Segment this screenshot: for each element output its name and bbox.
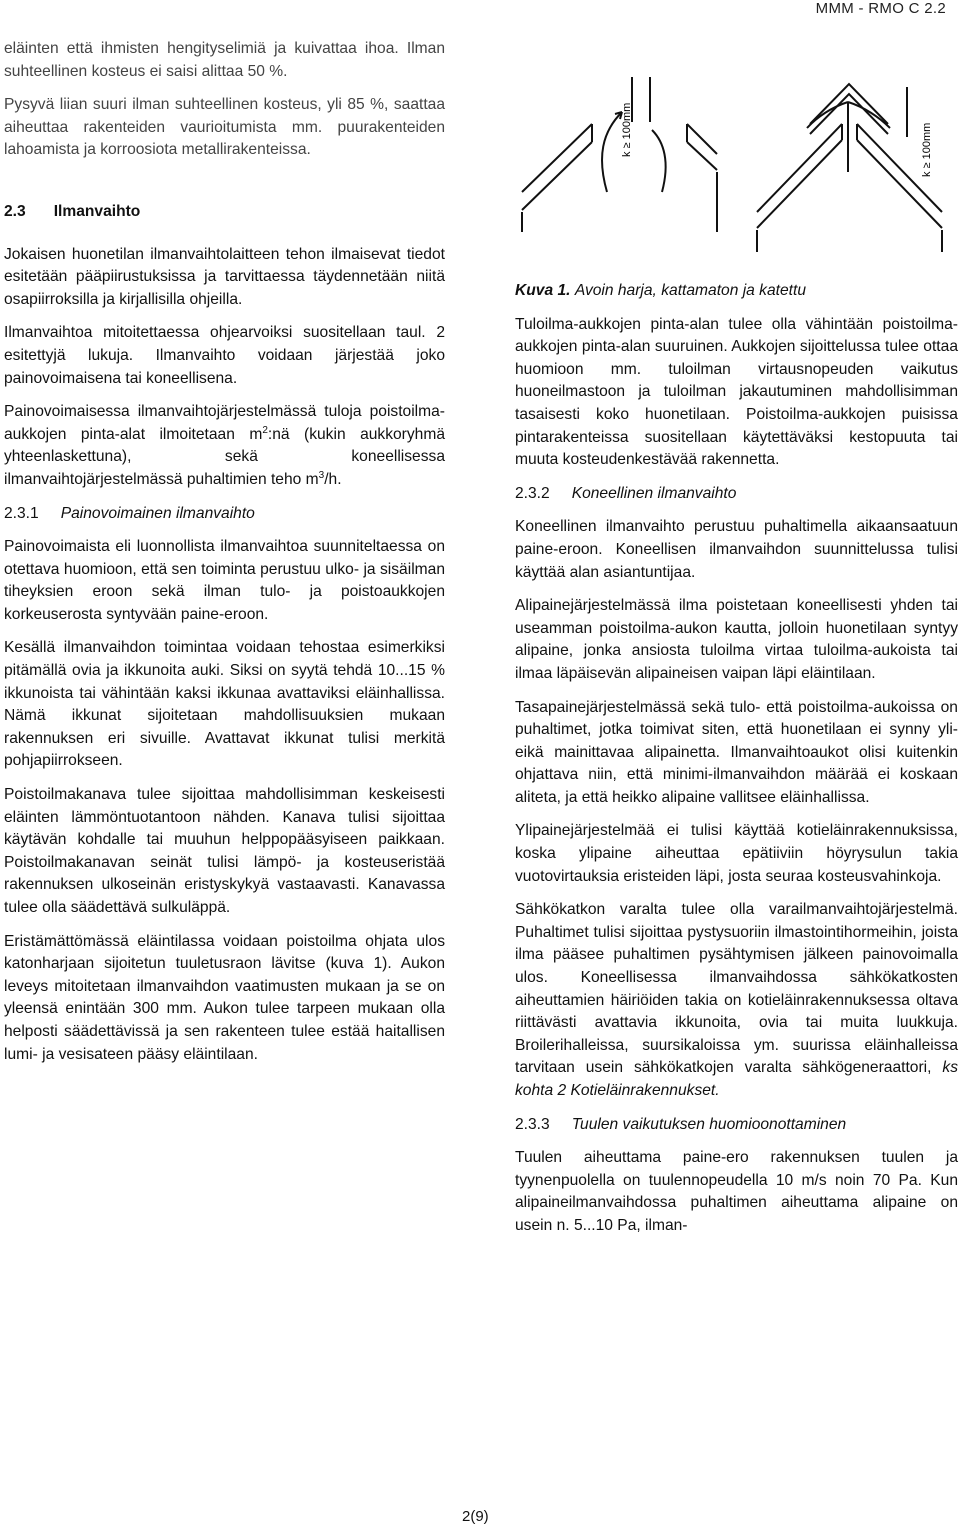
airflow-arrow [652, 130, 666, 192]
subsection-heading-tuuli [515, 1114, 958, 1137]
paragraph-units: Painovoimaisessa ilmanvaihtojärjestelmässä tuloja poistoilma-aukkojen pinta-alat ilmoitetaan $m^2:nä$ (kukin aukkoryhmä yhteenlaskettuna), sekä koneellisessa ilmanvaihtojärjestelmässä puhaltimien teho $m^3/h$. [4, 403, 446, 488]
paragraph: Koneellinen ilmanvaihto perustuu puhaltimella aikaansaatuun paine-eroon. Koneellisen ilmanvaihdon suunnittelussa tulisi käyttää alan asiantuntijaa. [515, 518, 958, 581]
roof-slope-left-a [522, 124, 592, 192]
dimension-label-right: k ≥ 100mm [921, 122, 933, 177]
humidity-paragraph: Pysyvä liian suuri ilman suhteellinen kosteus, yli 85 %, saattaa aiheuttaa rakenteiden vaurioitumista mm. puurakenteiden lahoamista ja korroosiota metallirakenteissa. [4, 96, 445, 159]
paragraph: Ilmanvaihtoa mitoitettaessa ohjearvoiksi suositellaan taul. 2 esitettyjä lukuja. Ilmanvaihto voidaan järjestää joko painovoimaisena tai koneellisena. [4, 324, 445, 387]
paragraph: Tuulen aiheuttama paine-ero rakennuksen tuulen ja tyynenpuolella on tuulennopeudella 10 m/s noin 70 Pa. Kun alipaineilmanvaihdossa puhaltimen aiheuttama alipaine on usein n. 5...10 Pa, ilman- [515, 1149, 958, 1234]
roof-slope-left-a-inner [522, 142, 592, 210]
section-number: 2.3 [4, 202, 26, 220]
paragraph: Ylipainejärjestelmää ei tulisi käyttää kotieläinrakennuksissa, koska ylipaine aiheuttaa epätiiviin höyrysulun takia vuotovirtauksia eristeiden läpi, josta seuraa kosteusvahinkoja. [515, 822, 958, 885]
subsection-heading-painovoimainen [4, 503, 445, 526]
document-code: MMM - RMO C 2.2 [815, 0, 946, 17]
paragraph: Alipainejärjestelmässä ilma poistetaan koneellisesti yhden tai useamman poistoilma-aukon kautta, jolloin huonetilaan syntyy alipaine, jonka ansiosta tuloilma virtaa tuloilma-aukoista tai ilmaa läpäisevän alipaineisen vaipan läpi eläintilaan. [515, 597, 958, 682]
section-title: Ilmanvaihto [53, 202, 141, 220]
roof-slope-left-b-inner [687, 142, 717, 170]
roof-ridge-diagram [512, 62, 952, 267]
section-heading-ilmanvaihto [4, 201, 445, 224]
paragraph: Jokaisen huonetilan ilmanvaihtolaitteen tehon ilmaisevat tiedot esitetään pääpiirustuksissa ja tarvittaessa täydennetään niitä osapiirroksilla ja kirjallisilla ohjeilla. [4, 245, 445, 308]
intro-paragraph: eläinten että ihmisten hengityselimiä ja kuivattaa ihoa. Ilman suhteellinen kosteus ei saisi alittaa 50 %. [4, 40, 445, 80]
dimension-label-left: k ≥ 100mm [621, 102, 633, 157]
subsection-number: 2.3.3 [515, 1115, 550, 1133]
left-column [4, 38, 445, 1077]
roof-slope-right-a [757, 124, 842, 212]
page-number: 2(9) [462, 1508, 489, 1525]
roof-slope-right-a-inner [757, 140, 842, 228]
paragraph: Tasapainejärjestelmässä sekä tulo- että poistoilma-aukoissa on puhaltimet, jotka toimivat siten, että huonetilaan ei synny yli- eikä mainittavaa alipainetta. Ilmanvaihtoaukot olisi kuitenkin ohjattava niin, että minimi-ilmanvaihdon määrää ei koskaan aliteta, ja että heikko alipaine vallitsee eläinhallissa. [515, 698, 958, 806]
subsection-heading-koneellinen [515, 483, 958, 506]
figure-caption [515, 280, 958, 303]
airflow-arrow [602, 112, 622, 192]
roof-slope-left-b [687, 124, 717, 154]
caption-text: Avoin harja, kattamaton ja katettu [574, 282, 806, 299]
right-column [515, 280, 958, 1249]
paragraph: Sähkökatkon varalta tulee olla varailmanvaihtojärjestelmä. Puhaltimet tulisi sijoittaa pystysuoriin ilmastointihormeihin, joista ilma pääsee puhaltimen pysähtymisen jälkeen painovoimalla ulos. Koneellisessa ilmanvaihdossa sähkökatkosten aiheuttamien häiriöiden takia on kotieläinrakennuksessa oltava riittävästi avattavia ikkunoita, ovia tai muita luukkuja. Broilerihalleissa, suursikaloissa ym. suurissa eläinhalleissa tarvitaan usein sähkökatkojen varalta sähkögeneraattori, ks kohta 2 Kotieläinrakennukset. [515, 901, 958, 1099]
caption-label: Kuva 1. [515, 282, 571, 299]
subsection-number: 2.3.2 [515, 484, 550, 502]
paragraph: Poistoilmakanava tulee sijoittaa mahdollisimman keskeisesti eläinten lämmöntuotantoon nähden. Kanava tulisi sijoittaa käytävän kohdalle tai muuhun helppopääsyiseen paikkaan. Poistoilmakanavan seinät tulisi lämpö- ja kosteuseristää rakennuksen ulkoseinän eristyskykyä vastaavasti. Kanavassa tulee olla säädettävä sulkuläppä. [4, 786, 445, 916]
paragraph: Tuloilma-aukkojen pinta-alan tulee olla vähintään poistoilma-aukkojen pinta-alan suuruinen. Aukkojen sijoittelussa tulee ottaa huomioon mm. tuloilman virtausnopeuden vaikutus huoneilmastoon ja tuloilman jakautuminen mahdollisimman tasaisesti koko huonetilaan. Poistoilma-aukkojen puisissa pintarakenteissa suositellaan käytettäväksi kestopuuta tai muuta kosteudenkestävää rakennetta. [515, 315, 958, 469]
subsection-title: Painovoimainen ilmanvaihto [60, 504, 255, 522]
cross-reference: ks kohta 2 Kotieläinrakennukset. [515, 1059, 958, 1099]
paragraph: Kesällä ilmanvaihdon toimintaa voidaan tehostaa esimerkiksi pitämällä ovia ja ikkunoita auki. Siksi on syytä tehdä 10...15 % ikkunoista tai vähintään kaksi ikkunaa avattaviksi eläinhallissa. Nämä ikkunat sijoitetaan mahdollisuuksien mukaan rakennuksen eri sivuille. Avattavat ikkunat tulisi merkitä pohjapiirrokseen. [4, 639, 445, 770]
subsection-number: 2.3.1 [4, 504, 39, 522]
subsection-title: Tuulen vaikutuksen huomioonottaminen [571, 1115, 847, 1133]
subsection-title: Koneellinen ilmanvaihto [571, 484, 737, 502]
paragraph: Painovoimaista eli luonnollista ilmanvaihtoa suunniteltaessa on otettava huomioon, että sen toiminta perustuu ulko- ja sisäilman tiheyksien eroon sekä ilman tulo- ja poistoaukkojen korkeuserosta syntyvään paine-eroon. [4, 538, 445, 623]
paragraph: Eristämättömässä eläintilassa voidaan poistoilma ohjata ulos katonharjaan sijoitetun tuuletusraon lävitse (kuva 1). Aukon leveys mitoitetaan ilmanvaihdon vaatimusten mukaan ja se on yleensä enintään 300 mm. Aukon tulee tarpeen mukaan olla helposti säädettävissä ja sen rakenteen tulee estää haitallisen lumi- ja vesisateen pääsy eläintilaan. [4, 932, 445, 1063]
roof-ridge-figure [512, 62, 952, 267]
